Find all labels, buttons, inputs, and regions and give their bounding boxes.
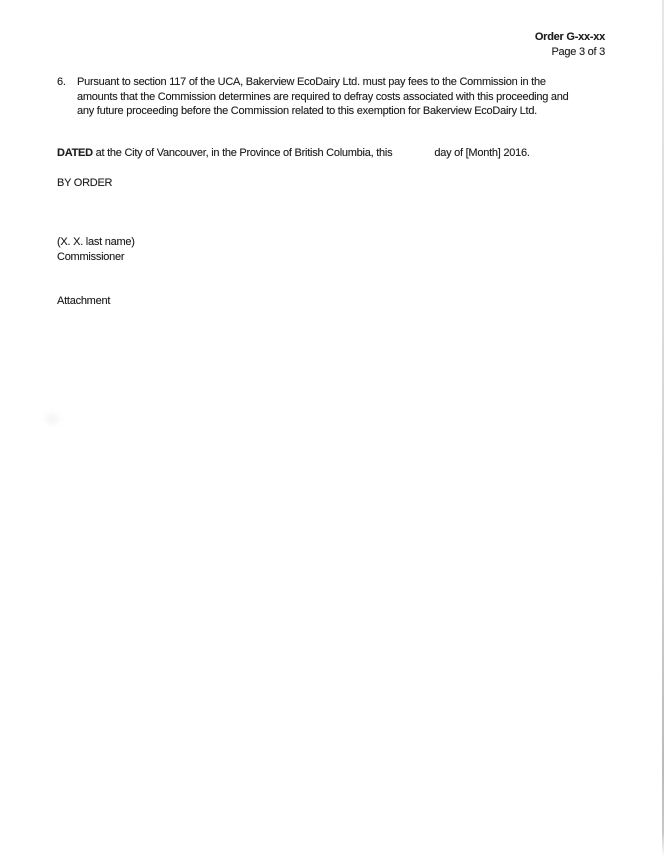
dated-text: at the City of Vancouver, in the Province of British Columbia, this (92, 147, 393, 159)
by-order-line: BY ORDER (57, 177, 113, 189)
scan-smudge-artifact (45, 413, 60, 425)
ordered-item-6 (57, 75, 617, 119)
signature-block (57, 235, 135, 264)
page-number: Page 3 of 3 (551, 45, 605, 58)
dated-label: DATED (57, 147, 93, 159)
attachment-label: Attachment (57, 295, 111, 307)
item-number: 6. (57, 76, 66, 88)
dated-line (57, 146, 530, 161)
dated-text-after-gap: day of [Month] 2016. (434, 147, 530, 159)
item-text-line-3: any future proceeding before the Commission related to this exemption for Bakerview EcoDairy Ltd. (77, 105, 537, 117)
signature-name: (X. X. last name) (57, 236, 135, 248)
order-number: Order G-xx-xx (534, 31, 605, 43)
signature-title: Commissioner (57, 250, 125, 263)
item-text (77, 75, 617, 119)
item-text-line-2: amounts that the Commission determines are required to defray costs associated with this proceeding and (77, 90, 569, 103)
item-text-line-1: Pursuant to section 117 of the UCA, Bakerview EcoDairy Ltd. must pay fees to the Commission in the (77, 76, 546, 88)
page-edge-scan-artifact (662, 0, 664, 858)
page-header (535, 30, 605, 59)
